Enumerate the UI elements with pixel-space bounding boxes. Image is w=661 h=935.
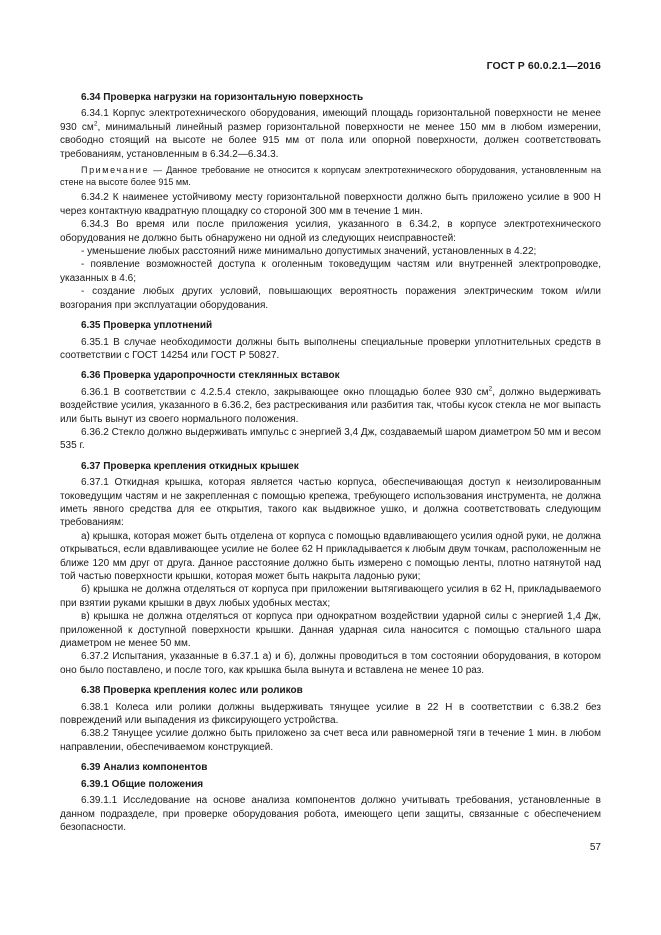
list-item: а) крышка, которая может быть отделена от корпуса с помощью вдавливающего усилия одной руки, не должна открываться, если вдавливающее усилие не более 62 Н прикладывается к любым двум точкам, расположенным не ближе 120 мм друг от друга. Данное расстояние должно быть измерено с помощью ленты, плотно натянутой над той частью поверхности крышки, которая может быть накрыта ладонью руки;: [60, 530, 601, 582]
section-heading-6-35: 6.35 Проверка уплотнений: [81, 320, 213, 332]
paragraph-6-34-2: 6.34.2 К наименее устойчивому месту горизонтальной поверхности должно быть приложено усилие в 900 Н через контактную квадратную площадку со стороной 300 мм в течение 1 мин.: [60, 192, 601, 217]
subsection-heading-6-39-1: 6.39.1 Общие положения: [81, 778, 204, 790]
paragraph-6-37-2: 6.37.2 Испытания, указанные в 6.37.1 а) и б), должны проводиться в том состоянии оборудования, в котором оно было поставлено, и после того, как крышка была вынута и вставлена не менее 10 раз.: [60, 651, 601, 676]
paragraph-6-39-1-1: 6.39.1.1 Исследование на основе анализа компонентов должно учитывать требования, установленные в данном подразделе, при проверке оборудования робота, имеющего цепи защиты, связанные с обеспечением безопасности.: [60, 795, 601, 833]
standard-id-header: ГОСТ Р 60.0.2.1—2016: [486, 60, 601, 72]
note-label: Примечание: [81, 165, 150, 176]
paragraph-6-38-2: 6.38.2 Тянущее усилие должно быть приложено за счет веса или равномерной тяги в течение 1 мин. в любом направлении, обеспечиваемом конструкцией.: [60, 728, 601, 753]
page-number: 57: [589, 842, 601, 853]
paragraph-6-34-1: 6.34.1 Корпус электротехнического оборудования, имеющий площадь горизонтальной поверхности не менее 930 $см^2$, минимальный линейный размер горизонтальной поверхности не менее 150 мм в любом измерении, свободно стоящий на высоте не более 915 мм от пола или опорной поверхности, должен соответствовать требованиям, установленным в 6.34.2—6.34.3.: [60, 108, 601, 160]
section-heading-6-36: 6.36 Проверка ударопрочности стеклянных вставок: [81, 370, 340, 382]
list-item: - уменьшение любых расстояний ниже минимально допустимых значений, установленных в 4.22;: [81, 246, 537, 258]
paragraph-6-35-1: 6.35.1 В случае необходимости должны быть выполнены специальные проверки уплотнительных средств в соответствии с ГОСТ 14254 или ГОСТ Р 50827.: [60, 336, 601, 361]
paragraph-6-36-2: 6.36.2 Стекло должно выдерживать импульс с энергией 3,4 Дж, создаваемый шаром диаметром 50 мм и весом 535 г.: [60, 426, 601, 452]
list-item: - создание любых других условий, повышающих вероятность поражения электрическим током и/или возгорания при эксплуатации оборудования.: [60, 286, 601, 311]
note-6-34: Примечание — Данное требование не относится к корпусам электротехнического оборудования, установленным на стене на высоте более 915 мм.: [60, 165, 601, 188]
section-heading-6-38: 6.38 Проверка крепления колес или роликов: [81, 685, 303, 697]
list-item: б) крышка не должна отделяться от корпуса при приложении вытягивающего усилия в 62 Н, прикладываемого при взятии руками крышки в двух любых удобных местах;: [60, 584, 601, 609]
section-heading-6-39: 6.39 Анализ компонентов: [81, 762, 208, 774]
list-item: в) крышка не должна отделяться от корпуса при однократном воздействии ударной силы с энергией 1,4 Дж, приложенной к доступной поверхности крышки. Данная ударная сила наносится с помощью стального шара диаметром не менее 50 мм.: [60, 611, 601, 650]
paragraph-6-37-1: 6.37.1 Откидная крышка, которая является частью корпуса, обеспечивающая доступ к неизолированным токоведущим частям и не закрепленная с помощью крепежа, требующего использования инструмента, не должна иметь явного средства для ее открытия, такого как выдвижное ушко, и должна соответствовать следующим требованиям:: [60, 477, 601, 529]
section-heading-6-37: 6.37 Проверка крепления откидных крышек: [81, 460, 299, 472]
paragraph-6-36-1: 6.36.1 В соответствии с 4.2.5.4 стекло, закрывающее окно площадью более 930 $см^2$, должно выдерживать воздействие усилия, указанного в 6.36.2, без растрескивания или разбития так, чтобы кусок стекла не мог выпасть или быть вынут из своего нормального положения.: [60, 385, 601, 425]
document-body: [60, 91, 601, 834]
section-heading-6-34: 6.34 Проверка нагрузки на горизонтальную поверхность: [81, 92, 364, 103]
list-item: - появление возможностей доступа к оголенным токоведущим частям или внутренней электропроводке, указанных в 4.6;: [60, 259, 601, 284]
paragraph-6-38-1: 6.38.1 Колеса или ролики должны выдерживать тянущее усилие в 22 Н в соответствии с 6.38.2 без повреждений или выпадения из фиксирующего устройства.: [60, 701, 601, 727]
paragraph-6-34-3: 6.34.3 Во время или после приложения усилия, указанного в 6.34.2, в корпусе электротехнического оборудования не должно быть обнаружено ни одной из следующих неисправностей:: [60, 219, 601, 244]
